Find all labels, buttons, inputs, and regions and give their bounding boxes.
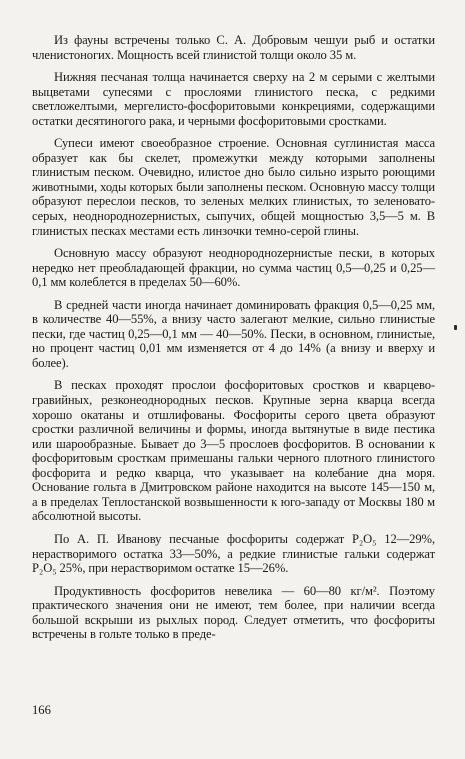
paragraph-sandy-loam-structure: Супеси имеют своеобразное строение. Основная суглинистая масса образует как бы скелет, промежутки между которыми заполнены глинистым песком. Очевидно, илистое дно было сильно изрыто роющими животными, ходы которых были заполнены песком. Основную массу толщи образуют переслои песков, то зеленых мелких глинистых, то зеленовато-серых, неоднородноzернистых, сыпучих, общей мощностью 3,5—5 м. В глинистых песках местами есть линзочки темно-серой глины. bbox=[32, 136, 435, 238]
margin-mark bbox=[454, 325, 457, 330]
paragraph-phosphorite-interlayers: В песках проходят прослои фосфоритовых сростков и кварцево-гравийных, резконеоднородных песков. Крупные зерна кварца всегда хорошо окатаны и отшлифованы. Фосфориты серого цвета образуют сростки различной величины и формы, иногда вытянутые в виде пестика или шарообразные. Бывает до 3—5 прослоев фосфоритов. В основании к фосфоритовым сросткам примешаны гальки черного плотного глинистого фосфорита и редко кварца, что указывает на колебание дна моря. Основание гольта в Дмитровском районе находится на высоте 145—150 м, а в пределах Теплостанской возвышенности к юго-западу от Москвы 180 м абсолютной высоты. bbox=[32, 378, 435, 524]
paragraph-sand-fractions: Основную массу образуют неоднородноzернистые пески, в которых нередко нет преобладающей фракции, но сумма частиц 0,5—0,25 и 0,25—0,1 мм колеблется в пределах 50—60%. bbox=[32, 246, 435, 290]
page-number: 166 bbox=[32, 703, 51, 717]
paragraph-productivity: Продуктивность фосфоритов невелика — 60—80 кг/м². Поэтому практического значения они не имеют, тем более, при наличии всегда большой вскрыши из рыхлых пород. Следует отметить, что фосфориты встречены в гольте только в преде- bbox=[32, 583, 435, 642]
paragraph-fauna: Из фауны встречены только С. А. Добровым чешуи рыб и остатки членистоногих. Мощность всей глинистой толщи около 35 м. bbox=[32, 33, 435, 62]
paragraph-ivanov-analysis: По А. П. Иванову песчаные фосфориты содержат P₂O₅ 12—29%, нерастворимого остатка 33—50%, а редкие глинистые гальки содержат P₂O₅ 25%, при нерастворимом остатке 15—26%. bbox=[32, 531, 435, 576]
paragraph-lower-sand-layer: Нижняя песчаная толща начинается сверху на 2 м серыми с желтыми выцветами супесями с прослоями глинистого песка, с редкими светложелтыми, мергелисто-фосфоритовыми конкрециями, содержащими остатки десятиногого рака, и черными фосфоритовыми сростками. bbox=[32, 70, 435, 128]
paragraph-middle-part: В средней части иногда начинает доминировать фракция 0,5—0,25 мм, в количестве 40—55%, а внизу часто залегают мелкие, сильно глинистые пески, где частиц 0,25—0,1 мм — 40—50%. Пески, в основном, глинистые, но процент частиц 0,01 мм изменяется от 4 до 14% (а внизу и вверху и более). bbox=[32, 297, 435, 370]
